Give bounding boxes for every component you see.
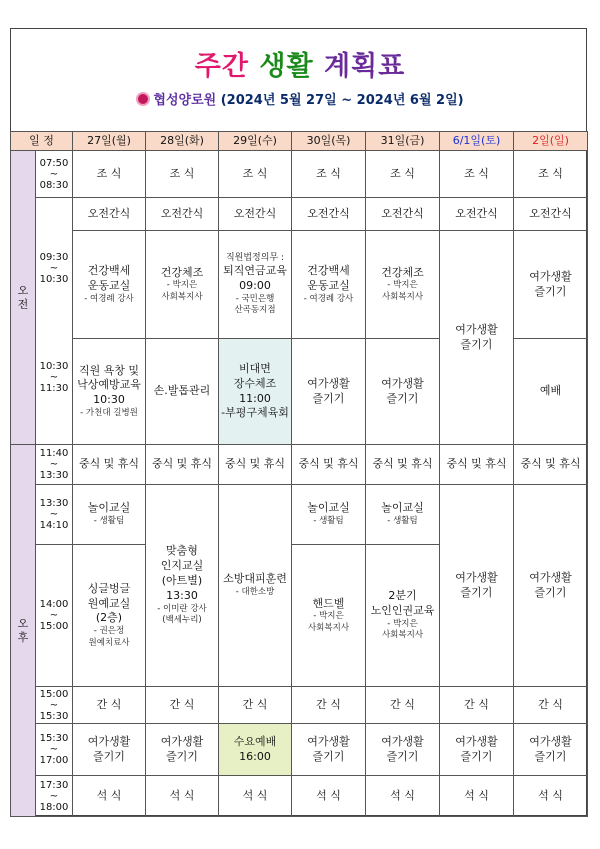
snack-cell: 간 식	[146, 687, 219, 724]
worship-cell: 수요예배 16:00	[219, 724, 292, 776]
leisure-cell: 여가생활 즐기기	[292, 339, 366, 445]
leisure-cell: 여가생활 즐기기	[514, 724, 588, 776]
activity-cell: 예배	[514, 339, 588, 445]
title-part1: 주간	[194, 51, 249, 82]
meal-cell: 석 식	[366, 776, 440, 817]
activity-cell: 맞춤형 인지교실 (아트별) 13:30 - 이미란 강사 (백세누리)	[146, 485, 219, 687]
snack-cell: 오전간식	[440, 198, 514, 231]
leisure-cell: 여가생활 즐기기	[440, 724, 514, 776]
subtitle	[0, 89, 600, 108]
snack-cell: 간 식	[219, 687, 292, 724]
time-cell: 07:50 ~ 08:30	[36, 151, 73, 198]
leisure-cell: 여가생활 즐기기	[440, 485, 514, 687]
row-0930	[11, 231, 588, 339]
leisure-cell: 여가생활 즐기기	[292, 724, 366, 776]
leisure-cell: 여가생활 즐기기	[146, 724, 219, 776]
row-am-snack	[11, 198, 588, 231]
activity-cell: 건강백세 운동교실 - 여경례 강사	[292, 231, 366, 339]
meal-cell: 석 식	[219, 776, 292, 817]
leisure-cell: 여가생활 즐기기	[514, 231, 588, 339]
lunch-cell: 중식 및 휴식	[440, 445, 514, 485]
activity-cell: 놀이교실 - 생활팀	[73, 485, 146, 545]
time-cell: 14:00 ~ 15:00	[36, 545, 73, 687]
leisure-cell: 여가생활 즐기기	[440, 231, 514, 445]
activity-cell: 건강백세 운동교실 - 여경례 강사	[73, 231, 146, 339]
activity-cell: 2분기 노인인권교육 - 박지은 사회복지사	[366, 545, 440, 687]
snack-cell: 오전간식	[73, 198, 146, 231]
activity-cell: 싱글벙글 원예교실 (2층) - 권은정 원예치료사	[73, 545, 146, 687]
meal-cell: 석 식	[514, 776, 588, 817]
meal-cell: 조 식	[440, 151, 514, 198]
activity-cell: 건강체조 - 박지은 사회복지사	[146, 231, 219, 339]
activity-cell-highlight: 비대면 장수체조 11:00 -부평구체육회	[219, 339, 292, 445]
activity-cell: 직원법정의무 : 퇴직연금교육 09:00 - 국민은행 산곡동지점	[219, 231, 292, 339]
header-row	[11, 132, 588, 151]
time-cell: 13:30 ~ 14:10	[36, 485, 73, 545]
time-cell: 15:00 ~ 15:30	[36, 687, 73, 724]
snack-cell: 오전간식	[366, 198, 440, 231]
row-1530	[11, 724, 588, 776]
row-1730	[11, 776, 588, 817]
meal-cell: 조 식	[219, 151, 292, 198]
activity-cell: 놀이교실 - 생활팀	[366, 485, 440, 545]
meal-cell: 석 식	[146, 776, 219, 817]
snack-cell: 간 식	[514, 687, 588, 724]
meal-cell: 조 식	[292, 151, 366, 198]
meal-cell: 조 식	[366, 151, 440, 198]
date-range: (2024년 5월 27일 ~ 2024년 6월 2일)	[220, 93, 464, 108]
time-cell: 17:30 ~ 18:00	[36, 776, 73, 817]
header-day: 31일(금)	[366, 132, 440, 151]
title-part3: 계획표	[323, 51, 406, 82]
activity-cell: 직원 욕창 및 낙상예방교육 10:30 - 가천대 길병원	[73, 339, 146, 445]
schedule-table	[10, 131, 588, 817]
lunch-cell: 중식 및 휴식	[292, 445, 366, 485]
leisure-cell: 여가생활 즐기기	[514, 485, 588, 687]
lunch-cell: 중식 및 휴식	[366, 445, 440, 485]
lunch-cell: 중식 및 휴식	[73, 445, 146, 485]
leisure-cell: 여가생활 즐기기	[366, 724, 440, 776]
activity-cell: 소방대피훈련 - 대한소방	[219, 485, 292, 687]
snack-cell: 오전간식	[219, 198, 292, 231]
header-day-sunday: 2일(일)	[514, 132, 588, 151]
lunch-cell: 중식 및 휴식	[146, 445, 219, 485]
snack-cell: 간 식	[292, 687, 366, 724]
meal-cell: 석 식	[292, 776, 366, 817]
title-part2: 생활	[259, 51, 314, 82]
row-1330	[11, 485, 588, 545]
activity-cell: 손.발톱관리	[146, 339, 219, 445]
row-0750	[11, 151, 588, 198]
page-title	[0, 44, 600, 83]
header-day: 29일(수)	[219, 132, 292, 151]
header-day: 27일(월)	[73, 132, 146, 151]
lunch-cell: 중식 및 휴식	[219, 445, 292, 485]
leisure-cell: 여가생활 즐기기	[366, 339, 440, 445]
time-cell: 15:30 ~ 17:00	[36, 724, 73, 776]
meal-cell: 조 식	[514, 151, 588, 198]
activity-cell: 핸드벨 - 박지은 사회복지사	[292, 545, 366, 687]
period-am: 오 전	[11, 151, 36, 445]
snack-cell: 간 식	[440, 687, 514, 724]
header-day: 28일(화)	[146, 132, 219, 151]
lunch-cell: 중식 및 휴식	[514, 445, 588, 485]
leisure-cell: 여가생활 즐기기	[73, 724, 146, 776]
header-day-saturday: 6/1일(토)	[440, 132, 514, 151]
snack-cell: 간 식	[73, 687, 146, 724]
snack-cell: 간 식	[366, 687, 440, 724]
activity-cell: 놀이교실 - 생활팀	[292, 485, 366, 545]
row-1140	[11, 445, 588, 485]
activity-cell: 건강체조 - 박지은 사회복지사	[366, 231, 440, 339]
time-cell: 11:40 ~ 13:30	[36, 445, 73, 485]
meal-cell: 석 식	[73, 776, 146, 817]
snack-cell: 오전간식	[146, 198, 219, 231]
header-day: 30일(목)	[292, 132, 366, 151]
snack-cell: 오전간식	[292, 198, 366, 231]
org-name: 협성양로원	[153, 93, 217, 108]
period-pm: 오 후	[11, 445, 36, 817]
time-cell: 09:30 ~ 10:30 10:30 ~ 11:30	[36, 198, 73, 445]
snack-cell: 오전간식	[514, 198, 588, 231]
logo-icon	[136, 92, 150, 106]
meal-cell: 석 식	[440, 776, 514, 817]
meal-cell: 조 식	[146, 151, 219, 198]
row-1500	[11, 687, 588, 724]
meal-cell: 조 식	[73, 151, 146, 198]
header-corner: 일 정	[11, 132, 73, 151]
